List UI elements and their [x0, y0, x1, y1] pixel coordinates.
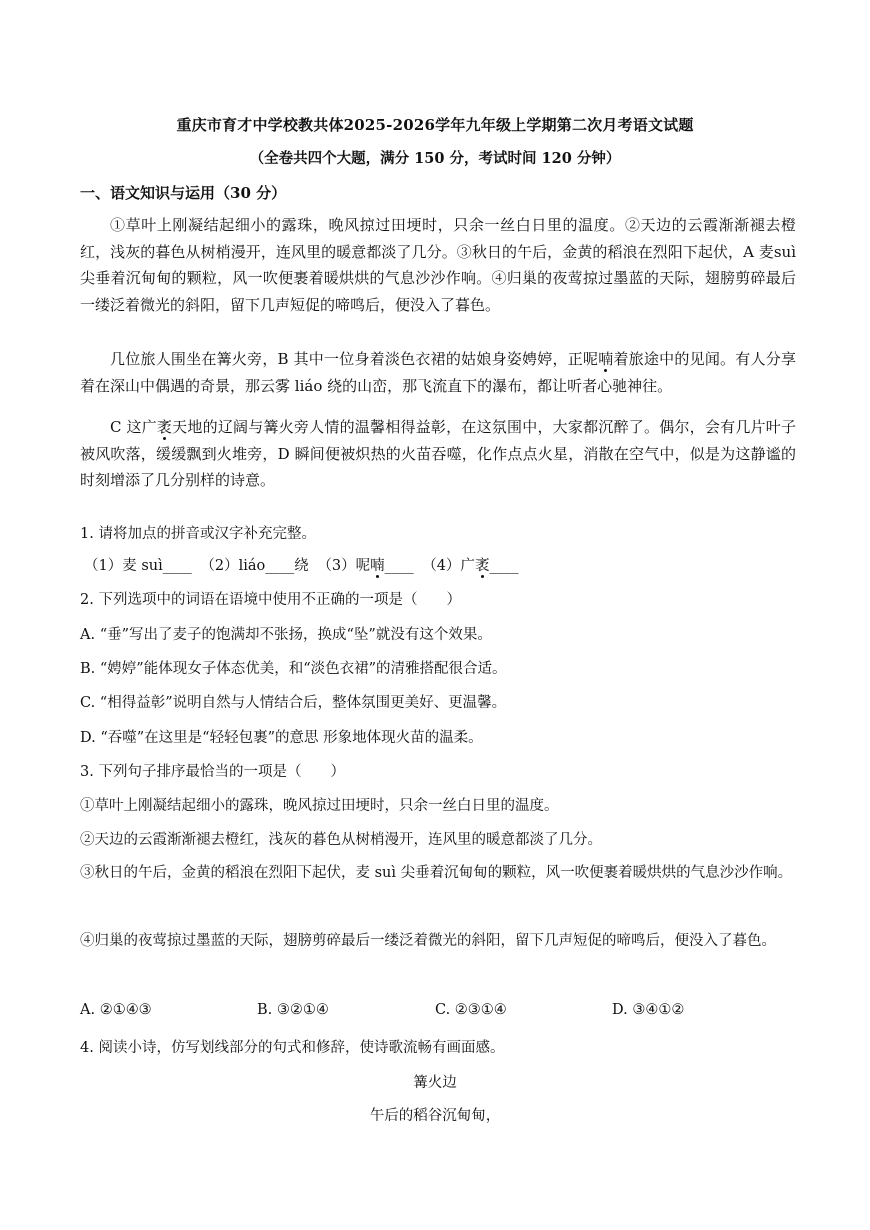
blank-4 — [422, 558, 518, 574]
passage-paragraph-3 — [80, 414, 796, 494]
question-1-stem: 1. 请将加点的拼音或汉字补充完整。 — [80, 526, 316, 542]
passage-text: C 这广 — [110, 418, 157, 436]
page-subtitle: （全卷共四个大题，满分 150 分，考试时间 120 分钟） — [249, 150, 621, 167]
poem-title: 篝火边 — [413, 1075, 457, 1091]
question-3-stem: 3. 下列句子排序最恰当的一项是（ ） — [80, 764, 345, 780]
passage-paragraph-2 — [80, 346, 796, 399]
question-3-option-c: C. ②③①④ — [435, 1002, 507, 1018]
question-3-sentence-3: ③秋日的午后，金黄的稻浪在烈阳下起伏，麦 suì 尖垂着沉甸甸的颗粒，风一吹便裹着暖烘烘的气息沙沙作响。 — [80, 865, 793, 881]
question-2-stem: 2. 下列选项中的词语在语境中使用不正确的一项是（ ） — [80, 592, 461, 608]
question-3-sentence-1: ①草叶上刚凝结起细小的露珠，晚风掠过田埂时，只余一丝白日里的温度。 — [80, 798, 559, 814]
blank-3-prefix: （3）呢 — [317, 558, 371, 574]
dotted-char-mao: 袤 — [474, 558, 490, 574]
question-1-blanks — [84, 553, 800, 579]
question-2-option-b: B. “娉婷”能体现女子体态优美，和“淡色衣裙”的清雅搭配很合适。 — [80, 661, 507, 677]
question-3-option-d: D. ③④①② — [612, 1002, 685, 1018]
question-4-stem: 4. 阅读小诗，仿写划线部分的句式和修辞，使诗歌流畅有画面感。 — [80, 1040, 505, 1056]
passage-text: 几位旅人围坐在篝火旁，B 其中一位身着淡色衣裙的姑娘身姿娉婷，正呢 — [110, 350, 599, 368]
blank-2: （2）liáo____绕 — [200, 558, 309, 574]
question-2-option-c: C. “相得益彰”说明自然与人情结合后，整体氛围更美好、更温馨。 — [80, 695, 507, 711]
passage-text: 绕的山峦，那飞流直下的瀑布，都让听者心驰神往。 — [322, 376, 673, 395]
blank-4-prefix: （4）广 — [422, 558, 475, 574]
passage-paragraph-1 — [80, 212, 796, 318]
passage-text: ①草叶上刚凝结起细小的露珠，晚风掠过田埂时，只余一丝白日里的温度。②天边的云霞渐渐褪去橙红，浅灰的暮色从树梢漫开，连风里的暖意都淡了几分。③秋日的午后，金黄的稻浪在烈阳下起伏，A 麦 — [80, 216, 796, 261]
blank-4-line: ____ — [489, 558, 519, 574]
dotted-char-mao: 袤 — [156, 418, 173, 436]
passage-text: 尖垂着沉甸甸的颗粒，风一吹便裹着暖烘烘的气息沙沙作响。④归巢的夜莺掠过墨蓝的天际，翅膀剪碎最后一缕泛着微光的斜阳，留下几声短促的啼鸣后，便没入了暮色。 — [80, 269, 796, 314]
blank-1: （1）麦 suì____ — [84, 558, 192, 574]
dotted-char-nan: 喃 — [370, 558, 385, 574]
question-3-option-a: A. ②①④③ — [80, 1002, 152, 1018]
question-3-sentence-2: ②天边的云霞渐渐褪去橙红，浅灰的暮色从树梢漫开，连风里的暖意都淡了几分。 — [80, 832, 602, 848]
question-2-option-a: A. “垂”写出了麦子的饱满却不张扬，换成“坠”就没有这个效果。 — [80, 627, 492, 643]
pinyin-liao: liáo — [294, 376, 323, 395]
dotted-char-nan: 喃 — [598, 350, 614, 368]
question-2-option-d: D. “吞噬”在这里是“轻轻包裹”的意思 形象地体现火苗的温柔。 — [80, 730, 483, 746]
page-title: 重庆市育才中学校教共体2025-2026学年九年级上学期第二次月考语文试题 — [176, 116, 694, 134]
passage-text: 天地的辽阔与篝火旁人情的温馨相得益彰，在这氛围中，大家都沉醉了。偶尔，会有几片叶子被风吹落，缓缓飘到火堆旁，D 瞬间便被炽热的火苗吞噬，化作点点火星，消散在空气中，似是为这静谧的时刻增添了几分别样的诗意。 — [80, 418, 796, 489]
blank-3-line: ____ — [384, 558, 414, 574]
blank-3 — [317, 558, 413, 574]
poem-line-1: 午后的稻谷沉甸甸， — [369, 1108, 501, 1124]
passage-text: 着旅途中的见闻。有人分享着在深山中偶遇的奇景，那云雾 — [80, 350, 796, 395]
pinyin-sui: suì — [773, 242, 796, 261]
section-heading: 一、语文知识与运用（30 分） — [80, 184, 287, 202]
question-3-option-b: B. ③②①④ — [257, 1002, 329, 1018]
question-3-sentence-4: ④归巢的夜莺掠过墨蓝的天际，翅膀剪碎最后一缕泛着微光的斜阳，留下几声短促的啼鸣后，便没入了暮色。 — [80, 933, 776, 949]
